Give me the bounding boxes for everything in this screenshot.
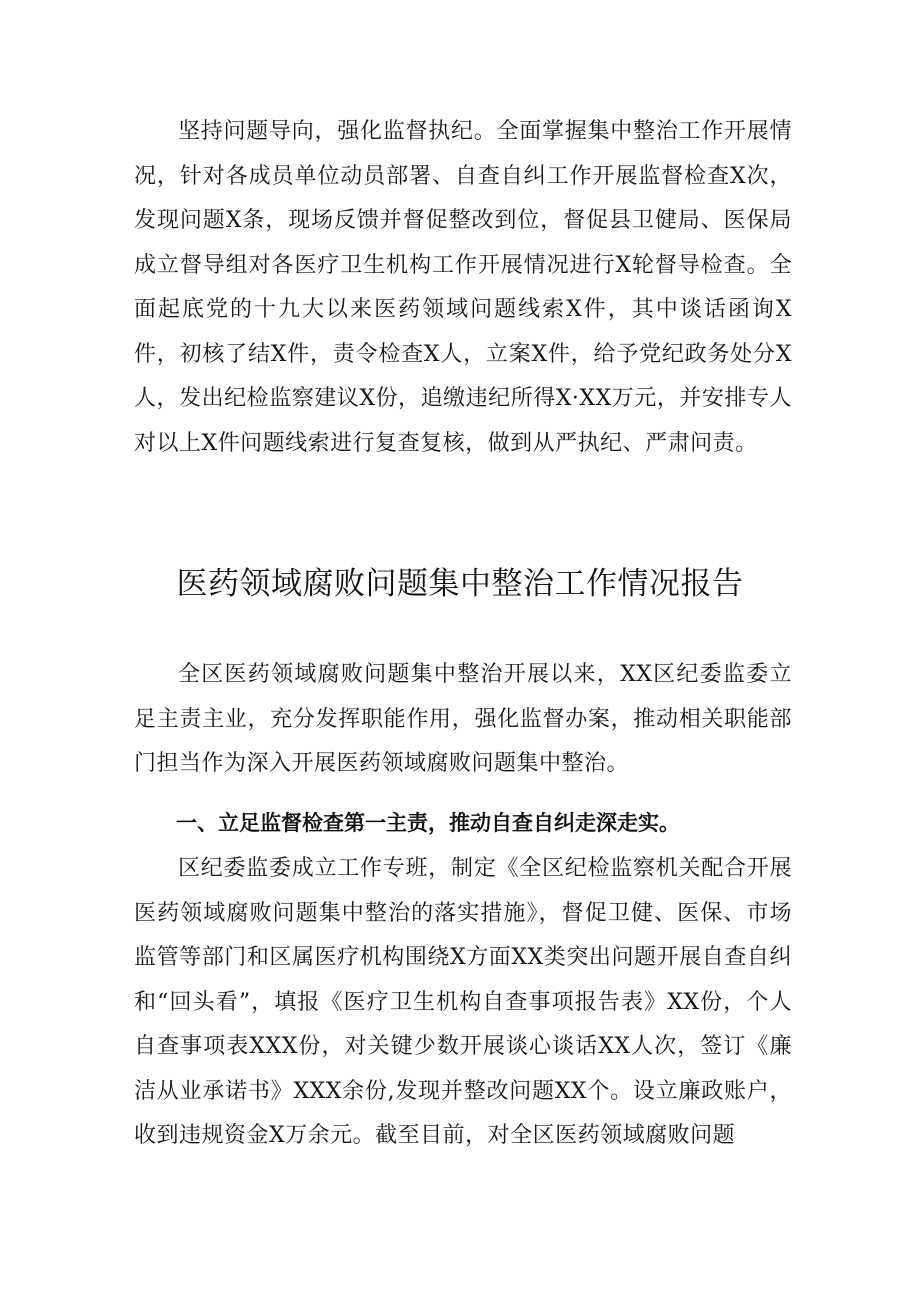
section-heading: 一、立足监督检查第一主责，推动自查自纠走深走实。 — [176, 811, 680, 835]
body-paragraph: 区纪委监委成立工作专班，制定《全区纪检监察机关配合开展医药领域腐败问题集中整治的落实措施》，督促卫健、医保、市场监管等部门和区属医疗机构围绕X方面XX类突出问题开展自查自纠和“回头看”，填报《医疗卫生机构自查事项报告表》XX份，个人自查事项表XXX份，对关键少数开展谈心谈话XX人次，签订《廉洁从业承诺书》XXX余份,发现并整改问题XX个。设立廉政账户，收到违规资金X万余元。截至目前，对全区医药领域腐败问题 — [134, 856, 792, 1148]
body-paragraph: 坚持问题导向，强化监督执纪。全面掌握集中整治工作开展情况，针对各成员单位动员部署、自查自纠工作开展监督检查X次，发现问题X条，现场反馈并督促整改到位，督促县卫健局、医保局成立督导组对各医疗卫生机构工作开展情况进行X轮督导检查。全面起底党的十九大以来医药领域问题线索X件，其中谈话函询X件，初核了结X件，责令检查X人，立案X件，给予党纪政务处分X人，发出纪检监察建议X份，追缴违纪所得X·XX万元，并安排专人对以上X件问题线索进行复查复核，做到从严执纪、严肃问责。 — [134, 119, 792, 456]
intro-paragraph: 全区医药领域腐败问题集中整治开展以来，XX区纪委监委立足主责主业，充分发挥职能作用，强化监督办案，推动相关职能部门担当作为深入开展医药领域腐败问题集中整治。 — [134, 662, 792, 776]
document-title: 医药领域腐败问题集中整治工作情况报告 — [176, 566, 744, 602]
